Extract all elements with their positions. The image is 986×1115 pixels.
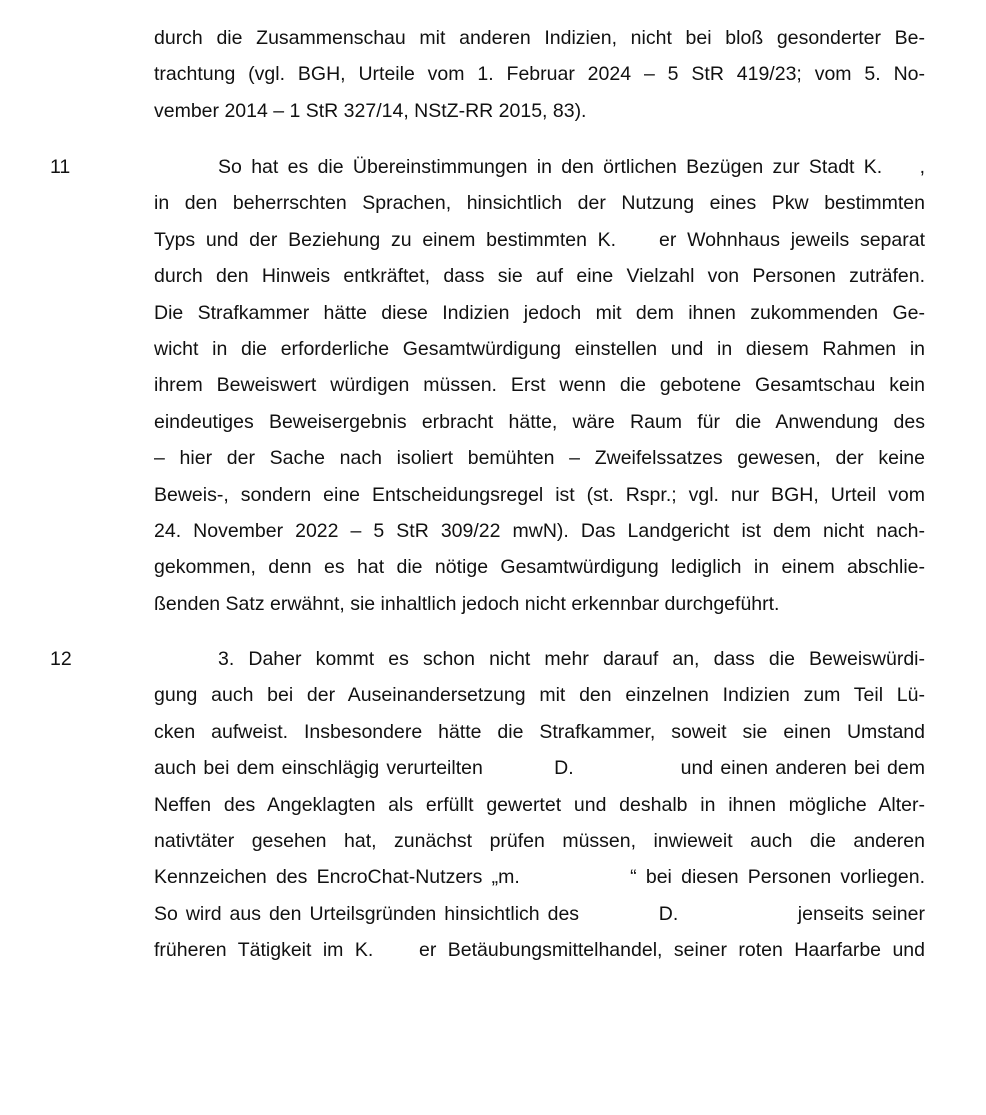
text-line: 24. November 2022 – 5 StR 309/22 mwN). Das Landgericht ist dem nicht nach- bbox=[154, 519, 925, 542]
text-line: Typs und der Beziehung zu einem bestimmten K. er Wohnhaus jeweils separat bbox=[154, 228, 925, 251]
text-line: 3. Daher kommt es schon nicht mehr darauf an, dass die Beweiswürdi- bbox=[218, 648, 925, 670]
margin-number: 11 bbox=[50, 156, 71, 178]
text-line: Die Strafkammer hätte diese Indizien jedoch mit dem ihnen zukommenden Ge- bbox=[154, 301, 925, 324]
text-line: in den beherrschten Sprachen, hinsichtlich der Nutzung eines Pkw bestimmten bbox=[154, 192, 925, 215]
text-line: ihrem Beweiswert würdigen müssen. Erst wenn die gebotene Gesamtschau kein bbox=[154, 374, 925, 397]
text-line: auch bei dem einschlägig verurteilten D. und einen anderen bei dem bbox=[154, 757, 925, 780]
text-line: – hier der Sache nach isoliert bemühten – Zweifelssatzes gewesen, der keine bbox=[154, 447, 925, 470]
text-line: wicht in die erforderliche Gesamtwürdigung einstellen und in diesem Rahmen in bbox=[154, 337, 925, 360]
text-line: durch den Hinweis entkräftet, dass sie auf eine Vielzahl von Personen zuträfen. bbox=[154, 265, 925, 288]
text-line: ßenden Satz erwähnt, sie inhaltlich jedoch nicht erkennbar durchgeführt. bbox=[154, 592, 780, 615]
text-line: gung auch bei der Auseinandersetzung mit den einzelnen Indizien zum Teil Lü- bbox=[154, 684, 925, 707]
text-line: nativtäter gesehen hat, zunächst prüfen müssen, inwieweit auch die anderen bbox=[154, 829, 925, 852]
text-line: Kennzeichen des EncroChat-Nutzers „m. “ bei diesen Personen vorliegen. bbox=[154, 866, 925, 889]
text-line: So wird aus den Urteilsgründen hinsichtlich des D. jenseits seiner bbox=[154, 902, 925, 925]
paragraph-text bbox=[154, 20, 925, 129]
text-line: durch die Zusammenschau mit anderen Indizien, nicht bei bloß gesonderter Be- bbox=[154, 27, 925, 49]
text-line: trachtung (vgl. BGH, Urteile vom 1. Februar 2024 – 5 StR 419/23; vom 5. No- bbox=[154, 63, 925, 86]
text-line: Beweis-, sondern eine Entscheidungsregel ist (st. Rspr.; vgl. nur BGH, Urteil vom bbox=[154, 483, 925, 506]
text-line: cken aufweist. Insbesondere hätte die Strafkammer, soweit sie einen Umstand bbox=[154, 720, 925, 743]
margin-number: 12 bbox=[50, 648, 72, 670]
paragraph-text bbox=[154, 149, 925, 622]
text-line: So hat es die Übereinstimmungen in den örtlichen Bezügen zur Stadt K. , bbox=[218, 156, 925, 178]
text-line: gekommen, denn es hat die nötige Gesamtwürdigung lediglich in einem abschlie- bbox=[154, 556, 925, 579]
text-line: früheren Tätigkeit im K. er Betäubungsmittelhandel, seiner roten Haarfarbe und bbox=[154, 939, 925, 962]
paragraph-text bbox=[154, 641, 925, 969]
text-line: eindeutiges Beweisergebnis erbracht hätte, wäre Raum für die Anwendung des bbox=[154, 410, 925, 433]
text-line: vember 2014 – 1 StR 327/14, NStZ-RR 2015, 83). bbox=[154, 99, 587, 122]
text-line: Neffen des Angeklagten als erfüllt gewertet und deshalb in ihnen mögliche Alter- bbox=[154, 793, 925, 816]
